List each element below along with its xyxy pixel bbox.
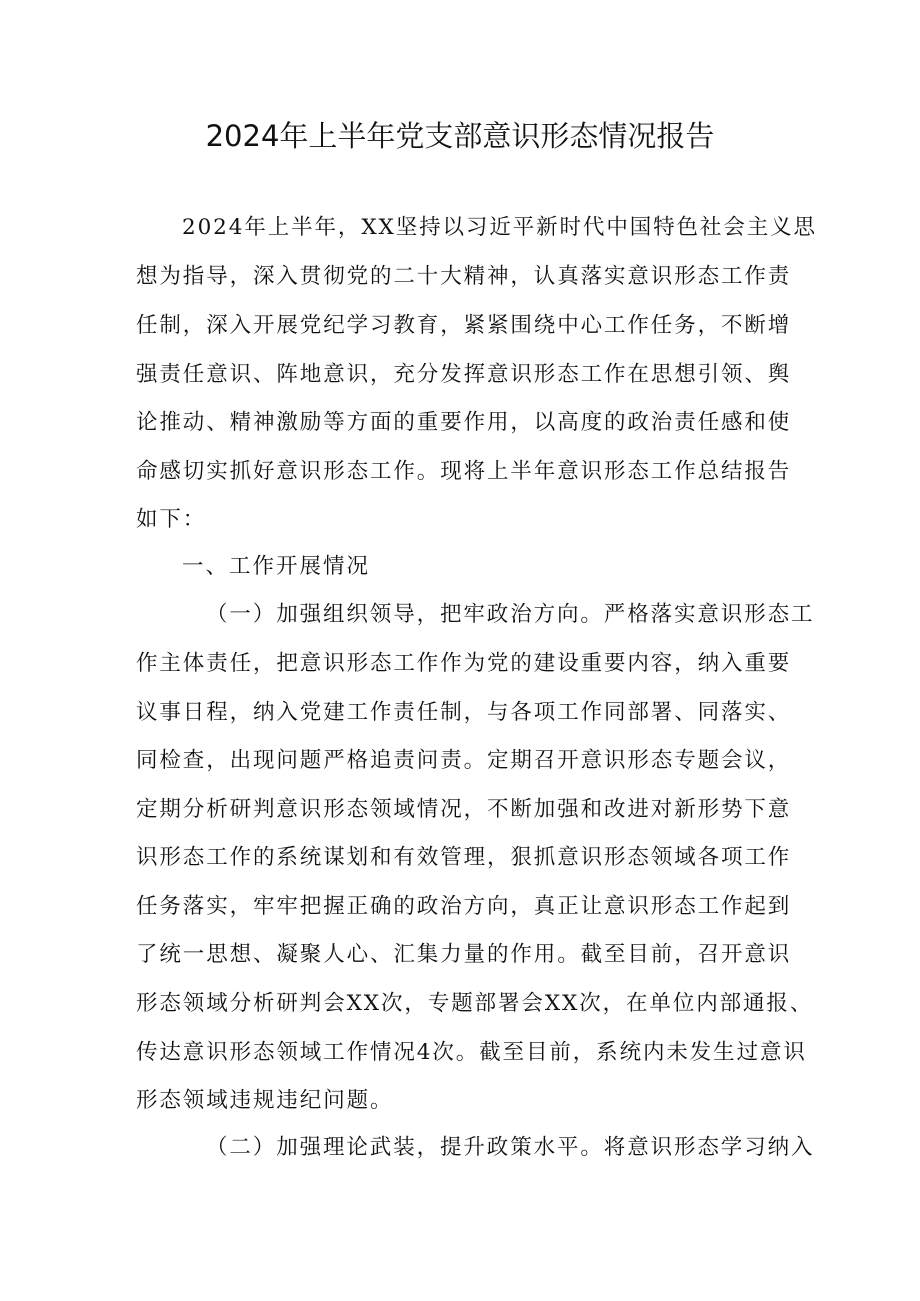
paragraph-line: 如下：	[136, 507, 207, 532]
paragraph-line: 了统一思想、凝聚人心、汇集力量的作用。截至目前，召开意识	[136, 942, 792, 967]
document-title: 2024年上半年党支部意识形态情况报告	[205, 119, 715, 153]
paragraph-line: 想为指导，深入贯彻党的二十大精神，认真落实意识形态工作责	[136, 264, 792, 289]
paragraph-line: 同检查，出现问题严格追责问责。定期召开意识形态专题会议，	[136, 748, 792, 773]
paragraph-line: 论推动、精神激励等方面的重要作用，以高度的政治责任感和使	[136, 410, 792, 435]
paragraph-line: 形态领域违规违纪问题。	[136, 1088, 394, 1113]
paragraph-line: 2024年上半年，XX坚持以习近平新时代中国特色社会主义思	[182, 215, 817, 240]
paragraph-line: 作主体责任，把意识形态工作作为党的建设重要内容，纳入重要	[136, 651, 792, 676]
paragraph-line: 议事日程，纳入党建工作责任制，与各项工作同部署、同落实、	[136, 700, 792, 725]
paragraph-line: 定期分析研判意识形态领域情况，不断加强和改进对新形势下意	[136, 797, 792, 822]
paragraph-line: （一）加强组织领导，把牢政治方向。严格落实意识形态工	[206, 602, 815, 627]
paragraph-line: （二）加强理论武装，提升政策水平。将意识形态学习纳入	[206, 1135, 815, 1160]
paragraph-line: 任务落实，牢牢把握正确的政治方向，真正让意识形态工作起到	[136, 894, 792, 919]
paragraph-line: 传达意识形态领域工作情况4次。截至目前，系统内未发生过意识	[136, 1040, 807, 1065]
paragraph-line: 形态领域分析研判会XX次，专题部署会XX次，在单位内部通报、	[136, 991, 814, 1016]
paragraph-line: 任制，深入开展党纪学习教育，紧紧围绕中心工作任务，不断增	[136, 313, 792, 338]
section-heading: 一、工作开展情况	[182, 554, 371, 579]
paragraph-line: 强责任意识、阵地意识，充分发挥意识形态工作在思想引领、舆	[136, 362, 792, 387]
paragraph-line: 命感切实抓好意识形态工作。现将上半年意识形态工作总结报告	[136, 459, 792, 484]
paragraph-line: 识形态工作的系统谋划和有效管理，狠抓意识形态领域各项工作	[136, 845, 792, 870]
